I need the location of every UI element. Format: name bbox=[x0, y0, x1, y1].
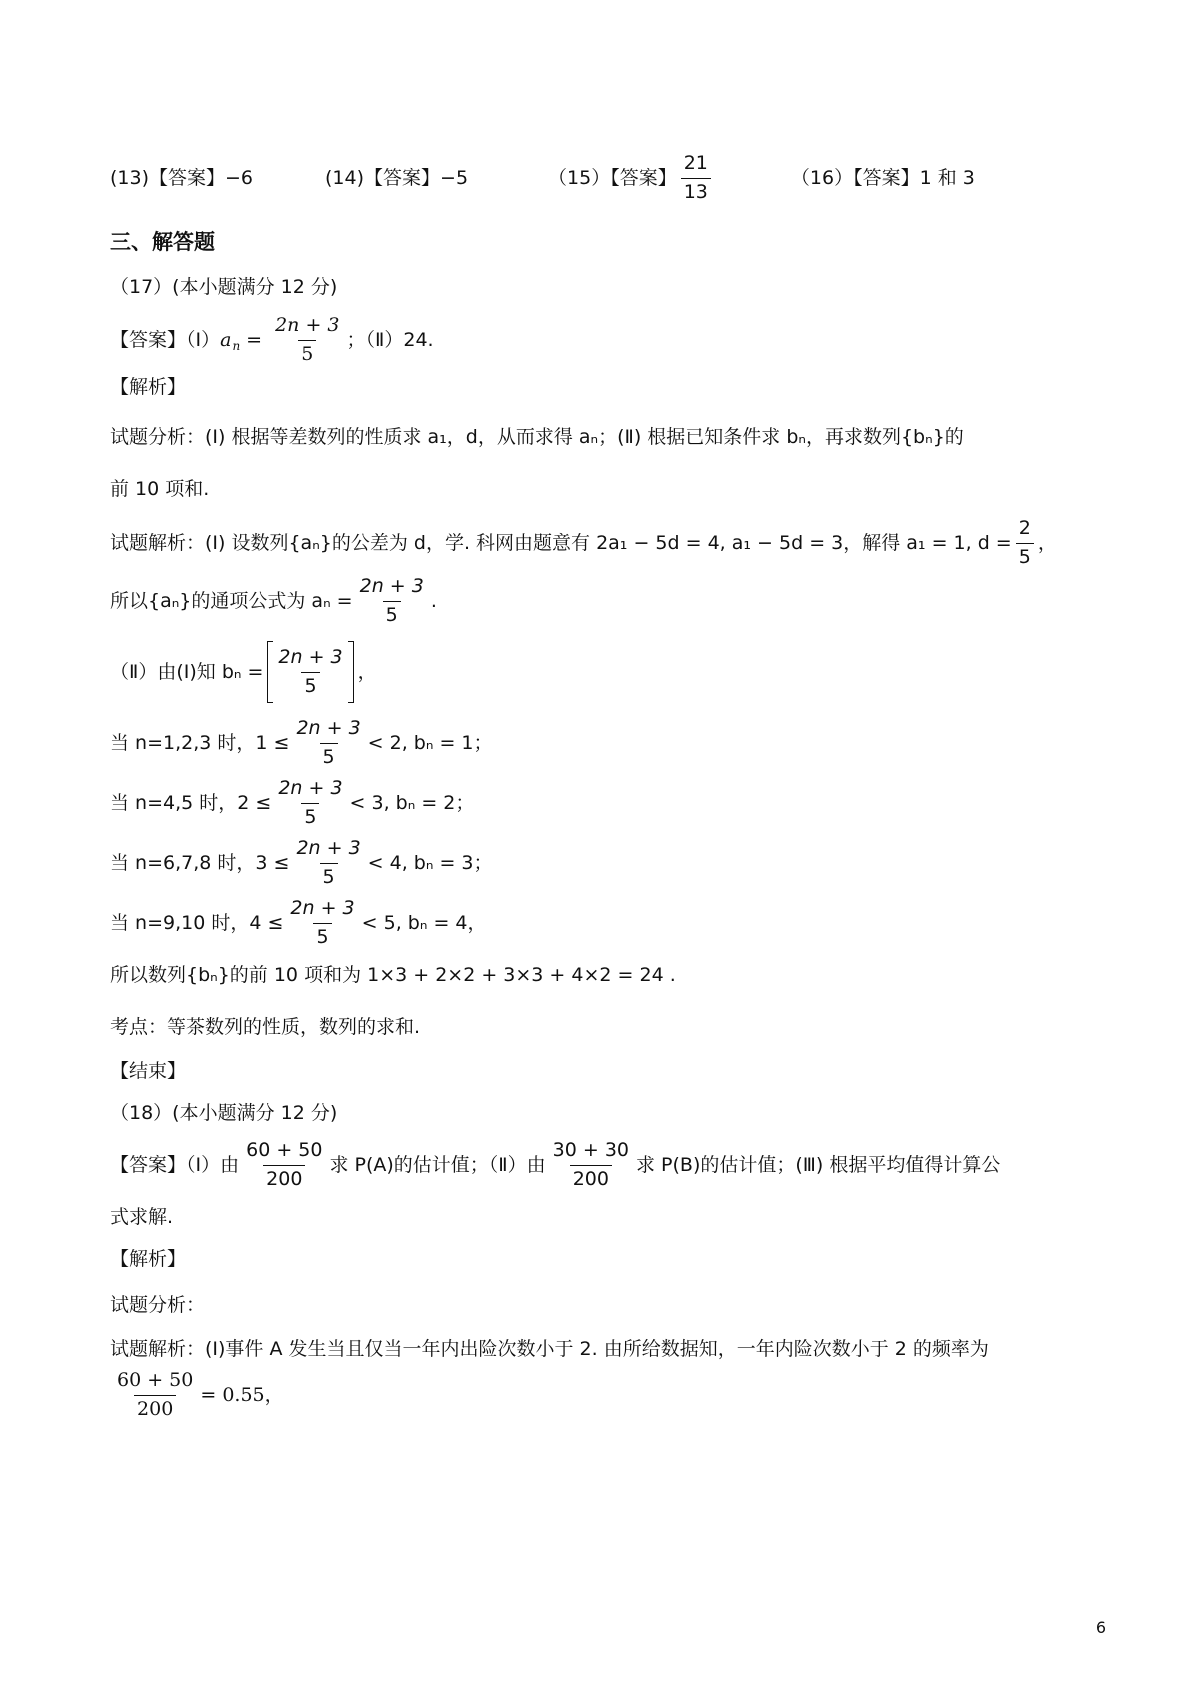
q18-answer bbox=[110, 1140, 1110, 1190]
fraction-denominator: 13 bbox=[681, 178, 711, 204]
q17-sum-line: 所以数列{bₙ}的前 10 项和为 1×3 + 2×2 + 3×3 + 4×2 = 24 . bbox=[110, 964, 676, 986]
q17-answer-sub: n bbox=[232, 339, 241, 353]
q17-answer-fraction bbox=[272, 315, 342, 366]
q18-analysis: 试题分析： bbox=[110, 1294, 206, 1316]
q17-analysis-line-2: 前 10 项和. bbox=[110, 478, 210, 500]
q17-solution-line-1-end: ， bbox=[1037, 531, 1057, 554]
q17-answer-prefix: 【答案】（Ⅰ） bbox=[110, 328, 221, 351]
case-left: 3 ≤ bbox=[255, 851, 290, 874]
fraction-denominator: 200 bbox=[134, 1395, 176, 1421]
q18-b-fraction bbox=[550, 1140, 632, 1191]
fraction-numerator: 2n + 3 bbox=[296, 836, 361, 859]
fraction-denominator: 5 bbox=[313, 923, 331, 949]
fraction-denominator: 5 bbox=[301, 803, 319, 829]
fraction-denominator: 5 bbox=[320, 863, 338, 889]
fraction-denominator: 5 bbox=[298, 340, 316, 366]
q18-final-tail: = 0.55， bbox=[200, 1383, 284, 1406]
q17-analysis-line-1: 试题分析：(Ⅰ) 根据等差数列的性质求 a₁，d，从而求得 aₙ；(Ⅱ) 根据已知条件求 bₙ，再求数列{bₙ}的 bbox=[110, 426, 964, 448]
fraction-numerator: 2n + 3 bbox=[359, 574, 424, 597]
q17-case-row bbox=[110, 718, 1110, 768]
case-prefix: 当 n=9,10 时， bbox=[110, 911, 250, 934]
q18-final-fraction bbox=[114, 1370, 196, 1421]
answer-13: (13)【答案】−6 bbox=[110, 166, 254, 189]
q17-kaodian: 考点：等茶数列的性质，数列的求和. bbox=[110, 1016, 421, 1038]
q17-an-fraction bbox=[357, 576, 427, 627]
q17-answer bbox=[110, 315, 1110, 365]
fraction-numerator: 60 + 50 bbox=[246, 1138, 323, 1161]
case-prefix: 当 n=4,5 时， bbox=[110, 791, 238, 814]
q17-answer-tail: ；（Ⅱ）24. bbox=[346, 328, 434, 351]
q18-analysis-label: 【解析】 bbox=[110, 1248, 187, 1270]
q18-answer-line-2: 式求解. bbox=[110, 1206, 174, 1228]
q17-end: 【结束】 bbox=[110, 1060, 187, 1082]
case-fraction bbox=[287, 898, 357, 949]
q17-case-row bbox=[110, 778, 1110, 828]
q17-solution-line-2-text: 所以{aₙ}的通项公式为 aₙ = bbox=[110, 589, 353, 612]
case-left: 1 ≤ bbox=[255, 731, 290, 754]
answer-15-label: （15）【答案】 bbox=[548, 166, 677, 189]
case-right: < 5, bₙ = 4， bbox=[361, 911, 487, 934]
q17-part-2-end: ， bbox=[357, 660, 377, 683]
answers-row bbox=[110, 151, 1110, 203]
q18-header: （18）(本小题满分 12 分) bbox=[110, 1102, 338, 1124]
fraction-numerator: 30 + 30 bbox=[552, 1138, 630, 1161]
q17-part-2 bbox=[110, 642, 1110, 702]
fraction-numerator: 2n + 3 bbox=[290, 896, 355, 919]
section-title: 三、解答题 bbox=[110, 230, 215, 254]
q18-answer-mid: 求 P(A)的估计值；（Ⅱ）由 bbox=[329, 1153, 546, 1176]
fraction-numerator: 21 bbox=[683, 151, 708, 174]
fraction-numerator: 2n + 3 bbox=[278, 645, 343, 668]
case-right: < 3, bₙ = 2； bbox=[349, 791, 475, 814]
q17-answer-an: a bbox=[220, 328, 232, 351]
fraction-numerator: 2n + 3 bbox=[278, 776, 343, 799]
q18-answer-prefix: 【答案】（Ⅰ）由 bbox=[110, 1153, 240, 1176]
q17-solution-line-2-end: . bbox=[430, 589, 437, 612]
q17-case-row bbox=[110, 838, 1110, 888]
case-prefix: 当 n=1,2,3 时， bbox=[110, 731, 256, 754]
case-left: 2 ≤ bbox=[237, 791, 272, 814]
q17-bn-fraction bbox=[275, 647, 345, 698]
fraction-denominator: 5 bbox=[1016, 543, 1034, 569]
fraction-denominator: 200 bbox=[570, 1165, 612, 1191]
fraction-numerator: 2 bbox=[1018, 516, 1031, 539]
q17-solution-line-1 bbox=[110, 518, 1110, 568]
q17-analysis-label: 【解析】 bbox=[110, 376, 187, 398]
q17-answer-eq: = bbox=[246, 328, 263, 351]
q18-a-fraction bbox=[243, 1140, 325, 1191]
q17-header: （17）(本小题满分 12 分) bbox=[110, 276, 338, 298]
floor-bracket bbox=[267, 641, 353, 704]
q18-final-line bbox=[110, 1370, 1110, 1420]
fraction-denominator: 5 bbox=[320, 743, 338, 769]
fraction-numerator: 60 + 50 bbox=[117, 1368, 194, 1391]
q18-solution-line-1: 试题解析：(Ⅰ)事件 A 发生当且仅当一年内出险次数小于 2. 由所给数据知，一年内险次数小于 2 的频率为 bbox=[110, 1338, 989, 1360]
q17-solution-line-2 bbox=[110, 576, 1110, 626]
q17-part-2-text: （Ⅱ）由(Ⅰ)知 bₙ = bbox=[110, 660, 264, 683]
page-number: 6 bbox=[1095, 1618, 1106, 1637]
q17-solution-line-1-text: 试题解析：(Ⅰ) 设数列{aₙ}的公差为 d，学. 科网由题意有 2a₁ − 5d = 4, a₁ − 5d = 3，解得 a₁ = 1, d = bbox=[110, 531, 1012, 554]
case-right: < 4, bₙ = 3； bbox=[367, 851, 493, 874]
answer-15-fraction bbox=[681, 153, 711, 204]
q17-d-fraction bbox=[1016, 518, 1034, 569]
fraction-denominator: 5 bbox=[301, 672, 319, 698]
fraction-denominator: 5 bbox=[383, 601, 401, 627]
case-fraction bbox=[293, 838, 363, 889]
case-fraction bbox=[293, 718, 363, 769]
case-prefix: 当 n=6,7,8 时， bbox=[110, 851, 256, 874]
q17-case-row bbox=[110, 898, 1110, 948]
answer-14: (14)【答案】−5 bbox=[325, 166, 469, 189]
case-fraction bbox=[275, 778, 345, 829]
answer-16: （16）【答案】1 和 3 bbox=[790, 166, 975, 189]
fraction-denominator: 200 bbox=[263, 1165, 305, 1191]
q18-answer-tail: 求 P(B)的估计值；(Ⅲ) 根据平均值得计算公 bbox=[636, 1153, 1001, 1176]
case-left: 4 ≤ bbox=[249, 911, 284, 934]
fraction-numerator: 2n + 3 bbox=[275, 313, 340, 336]
fraction-numerator: 2n + 3 bbox=[296, 716, 361, 739]
case-right: < 2, bₙ = 1； bbox=[367, 731, 493, 754]
